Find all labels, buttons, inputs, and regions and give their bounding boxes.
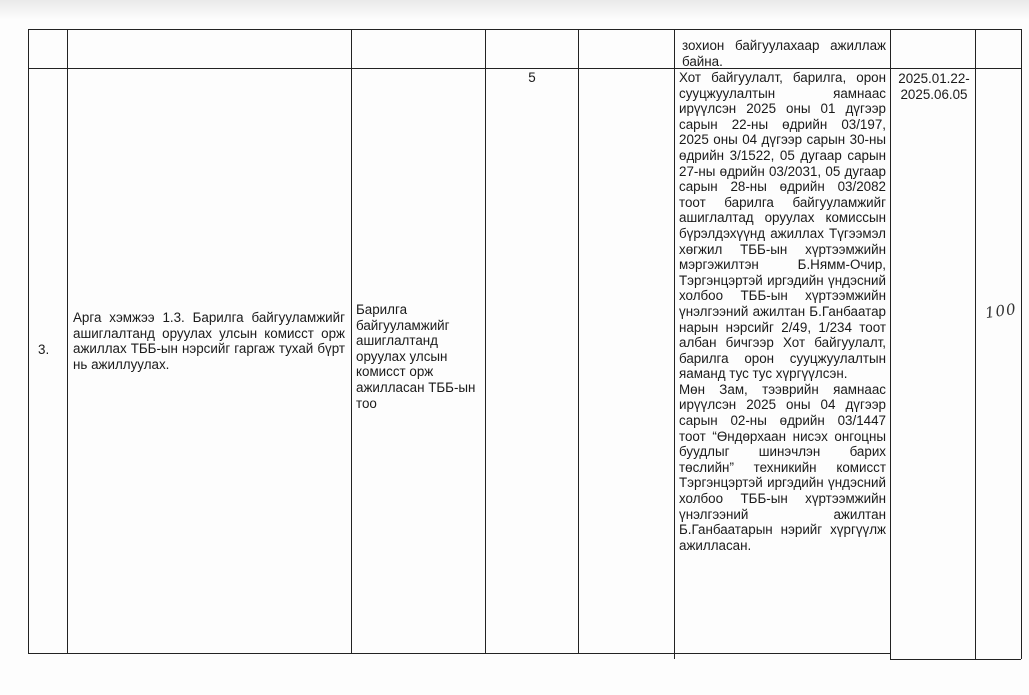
table-bottom-border [28, 653, 890, 654]
activity-cell [679, 70, 886, 553]
measure-text: Арга хэмжээ 1.3. Барилга байгууламжийг ашиглалтанд оруулах улсын комисст орж ажиллах ТББ-ын нэрсийг гаргаж тухай бүрт нь ажиллуулах. [73, 310, 345, 372]
table-bottom-border-right [890, 659, 1021, 660]
period-text: 2025.01.22-2025.06.05 [898, 71, 970, 102]
handwritten-score: 100 [983, 299, 1018, 323]
col-border-0 [28, 29, 29, 654]
prev-row-activity-text: зохион байгуулахаар ажиллаж байна. [682, 38, 886, 69]
indicator-text: Барилга байгууламжийг ашиглалтанд оруулах улсын комисст орж ажилласан ТББ-ын тоо [356, 302, 476, 411]
col-border-6 [890, 29, 891, 659]
activity-text-part2: Мөн Зам, тээврийн яамнаас ирүүлсэн 2025 оны 04 дүгээр сарын 02-ны өдрийн 03/1447 тоот “Өндөрхаан нисэх онгоцны буудлыг шинэчлэн барих төслийн” техникийн комисст Тэргэнцэртэй иргэдийн үндэсний холбоо ТББ-ын хүртээмжийн үнэлгээний ажилтан Б.Ганбаатарын нэрийг хүргүүлж ажилласан. [679, 381, 886, 553]
row-number: 3. [38, 342, 50, 357]
activity-text-part1: Хот байгуулалт, барилга, орон сууцжуулалтын яамнаас ирүүлсэн 2025 оны 01 дүгээр сарын 22-ны өдрийн 03/197, 2025 оны 04 дүгээр сарын 30-ны өдрийн 3/1522, 05 дугаар сарын 27-ны өдрийн 03/2031, 05 дугаар сарын 28-ны өдрийн 03/2082 тоот барилга байгууламжийг ашиглалтад оруулах комиссын бүрэлдэхүүнд ажиллах Түгээмэл хөгжил ТББ-ын хүртээмжийн мэргэжилтэн Б.Нямм-Очир, Тэргэнцэртэй иргэдийн үндэсний холбоо ТББ-ын хүртээмжийн үнэлгээний ажилтан Б.Ганбаатар нарын нэрсийг 2/49, 1/234 тоот албан бичгээр Хот байгуулалт, барилга орон сууцжуулалтын яаманд тус тус хүргүүлсэн. [679, 70, 886, 382]
scan-shadow [0, 0, 1029, 20]
table-top-border [28, 29, 1021, 30]
col-border-1 [67, 29, 68, 654]
col-border-2 [351, 29, 352, 654]
col-border-7 [975, 29, 976, 659]
col-border-4 [578, 29, 579, 654]
target-value: 5 [528, 70, 536, 85]
col-border-8 [1021, 29, 1022, 659]
col-border-5 [674, 29, 675, 659]
col-border-3 [485, 29, 486, 654]
